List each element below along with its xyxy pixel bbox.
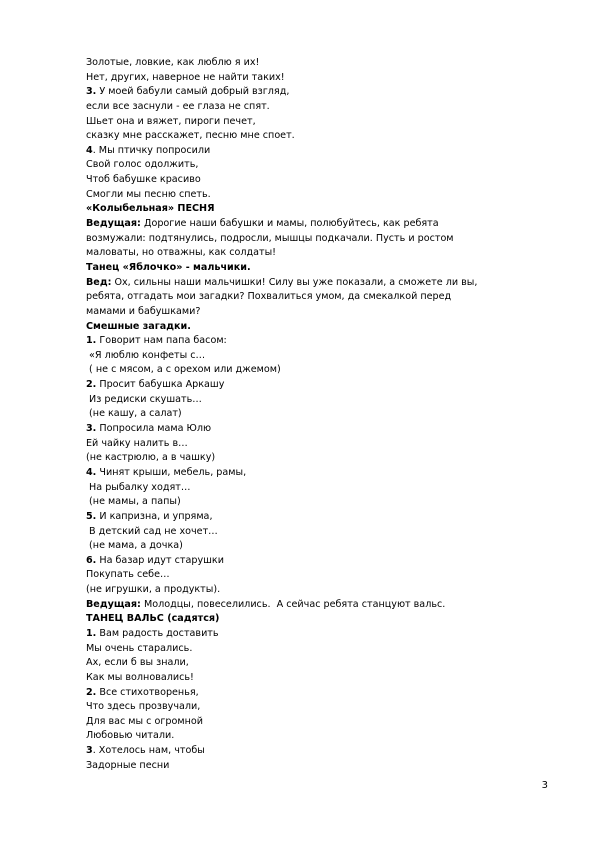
text-line [86, 320, 526, 335]
bold-text-run: Смешные загадки. [86, 320, 191, 332]
text-line [86, 349, 526, 364]
text-line [86, 451, 526, 466]
text-line [86, 612, 526, 627]
text-line [86, 71, 526, 86]
text-line [86, 217, 526, 232]
text-line [86, 671, 526, 686]
text-line [86, 363, 526, 378]
text-run: На базар идут старушки [96, 554, 224, 566]
text-run: И капризна, и упряма, [96, 510, 213, 522]
text-line [86, 627, 526, 642]
text-line [86, 407, 526, 422]
text-line [86, 598, 526, 613]
text-run: Молодцы, повеселились. А сейчас ребята станцуют вальс. [140, 598, 446, 610]
text-line [86, 393, 526, 408]
page-number: 3 [541, 780, 548, 791]
text-line [86, 568, 526, 583]
text-line [86, 129, 526, 144]
bold-text-run: 1. [86, 335, 97, 347]
text-run: Ох, сильны наши мальчишки! Силу вы уже показали, а сможете ли вы, [111, 276, 478, 288]
text-line [86, 642, 526, 657]
text-run: . Мы птичку попросили [92, 144, 211, 156]
text-line [86, 700, 526, 715]
text-run: Задорные песни [86, 759, 170, 771]
text-run: Из редиски скушать… [86, 393, 202, 405]
text-line [86, 759, 526, 774]
text-run: сказку мне расскажет, песню мне споет. [86, 130, 295, 142]
text-line [86, 202, 526, 217]
text-line [86, 334, 526, 349]
text-line [86, 144, 526, 159]
text-line [86, 686, 526, 701]
text-run: Покупать себе… [86, 569, 170, 581]
text-line [86, 158, 526, 173]
bold-text-run: «Колыбельная» ПЕСНЯ [86, 203, 215, 215]
text-line [86, 715, 526, 730]
text-run: Нет, других, наверное не найти таких! [86, 71, 285, 83]
text-line [86, 261, 526, 276]
text-run: Как мы волновались! [86, 671, 194, 683]
text-line [86, 583, 526, 598]
text-run: Говорит нам папа басом: [96, 335, 227, 347]
bold-text-run: 5. [86, 510, 97, 522]
text-line [86, 437, 526, 452]
text-line [86, 466, 526, 481]
text-run: Что здесь прозвучали, [86, 701, 201, 713]
text-run: Шьет она и вяжет, пироги печет, [86, 115, 256, 127]
text-line [86, 56, 526, 71]
text-line [86, 246, 526, 261]
text-run: (не кастрюлю, а в чашку) [86, 452, 216, 464]
text-run: Вам радость доставить [96, 627, 219, 639]
text-line [86, 188, 526, 203]
text-run: мамами и бабушками? [86, 305, 201, 317]
bold-text-run: Ведущая: [86, 218, 141, 230]
bold-text-run: 2. [86, 379, 97, 391]
bold-text-run: 6. [86, 554, 97, 566]
bold-text-run: Вед: [86, 276, 112, 288]
text-run: маловаты, но отважны, как солдаты! [86, 247, 277, 259]
text-line [86, 232, 526, 247]
bold-text-run: 2. [86, 686, 97, 698]
text-run: если все заснули - ее глаза не спят. [86, 100, 270, 112]
text-run: возмужали: подтянулись, подросли, мышцы подкачали. Пусть и ростом [86, 232, 454, 244]
text-run: Чтоб бабушке красиво [86, 174, 201, 186]
text-run: В детский сад не хочет… [86, 525, 218, 537]
text-line [86, 290, 526, 305]
text-line [86, 554, 526, 569]
text-line [86, 173, 526, 188]
text-line [86, 525, 526, 540]
text-run: Золотые, ловкие, как люблю я их! [86, 57, 260, 68]
text-line [86, 495, 526, 510]
text-run: Все стихотворенья, [96, 686, 199, 698]
text-run: У моей бабули самый добрый взгляд, [96, 86, 290, 98]
bold-text-run: Танец «Яблочко» - мальчики. [86, 261, 251, 273]
text-run: Для вас мы с огромной [86, 715, 203, 727]
text-run: . Хотелось нам, чтобы [92, 745, 205, 757]
text-line [86, 744, 526, 759]
bold-text-run: ТАНЕЦ ВАЛЬС (садятся) [86, 613, 220, 625]
text-run: Просит бабушка Аркашу [96, 379, 225, 391]
bold-text-run: 3. [86, 423, 97, 435]
text-run: Смогли мы песню спеть. [86, 188, 211, 200]
text-run: Свой голос одолжить, [86, 159, 199, 171]
text-run: «Я люблю конфеты с… [86, 349, 206, 361]
text-run: Дорогие наши бабушки и мамы, полюбуйтесь, как ребята [140, 218, 439, 230]
text-run: ( не с мясом, а с орехом или джемом) [86, 364, 281, 376]
bold-text-run: Ведущая: [86, 598, 141, 610]
text-line [86, 539, 526, 554]
text-run: Любовью читали. [86, 730, 175, 742]
text-run: На рыбалку ходят… [86, 481, 191, 493]
text-run: Ей чайку налить в… [86, 437, 188, 449]
text-run: Ах, если б вы знали, [86, 657, 189, 669]
text-line [86, 276, 526, 291]
bold-text-run: 3. [86, 86, 97, 98]
text-run: (не кашу, а салат) [86, 408, 182, 420]
text-run: (не игрушки, а продукты). [86, 584, 221, 596]
text-line [86, 481, 526, 496]
text-line [86, 422, 526, 437]
text-run: Чинят крыши, мебель, рамы, [96, 466, 247, 478]
text-line [86, 85, 526, 100]
text-line [86, 510, 526, 525]
text-run: Попросила мама Юлю [96, 423, 212, 435]
text-line [86, 378, 526, 393]
text-line [86, 305, 526, 320]
bold-text-run: 4. [86, 466, 97, 478]
bold-text-run: 1. [86, 627, 97, 639]
text-run: ребята, отгадать мои загадки? Похвалиться умом, да смекалкой перед [86, 291, 452, 303]
text-line [86, 656, 526, 671]
text-line [86, 100, 526, 115]
text-run: Мы очень старались. [86, 642, 193, 654]
bold-text-run: 3 [86, 745, 93, 757]
text-run: (не мамы, а папы) [86, 496, 181, 508]
text-line [86, 115, 526, 130]
text-run: (не мама, а дочка) [86, 540, 183, 552]
page-body [86, 56, 526, 773]
bold-text-run: 4 [86, 144, 93, 156]
text-line [86, 729, 526, 744]
